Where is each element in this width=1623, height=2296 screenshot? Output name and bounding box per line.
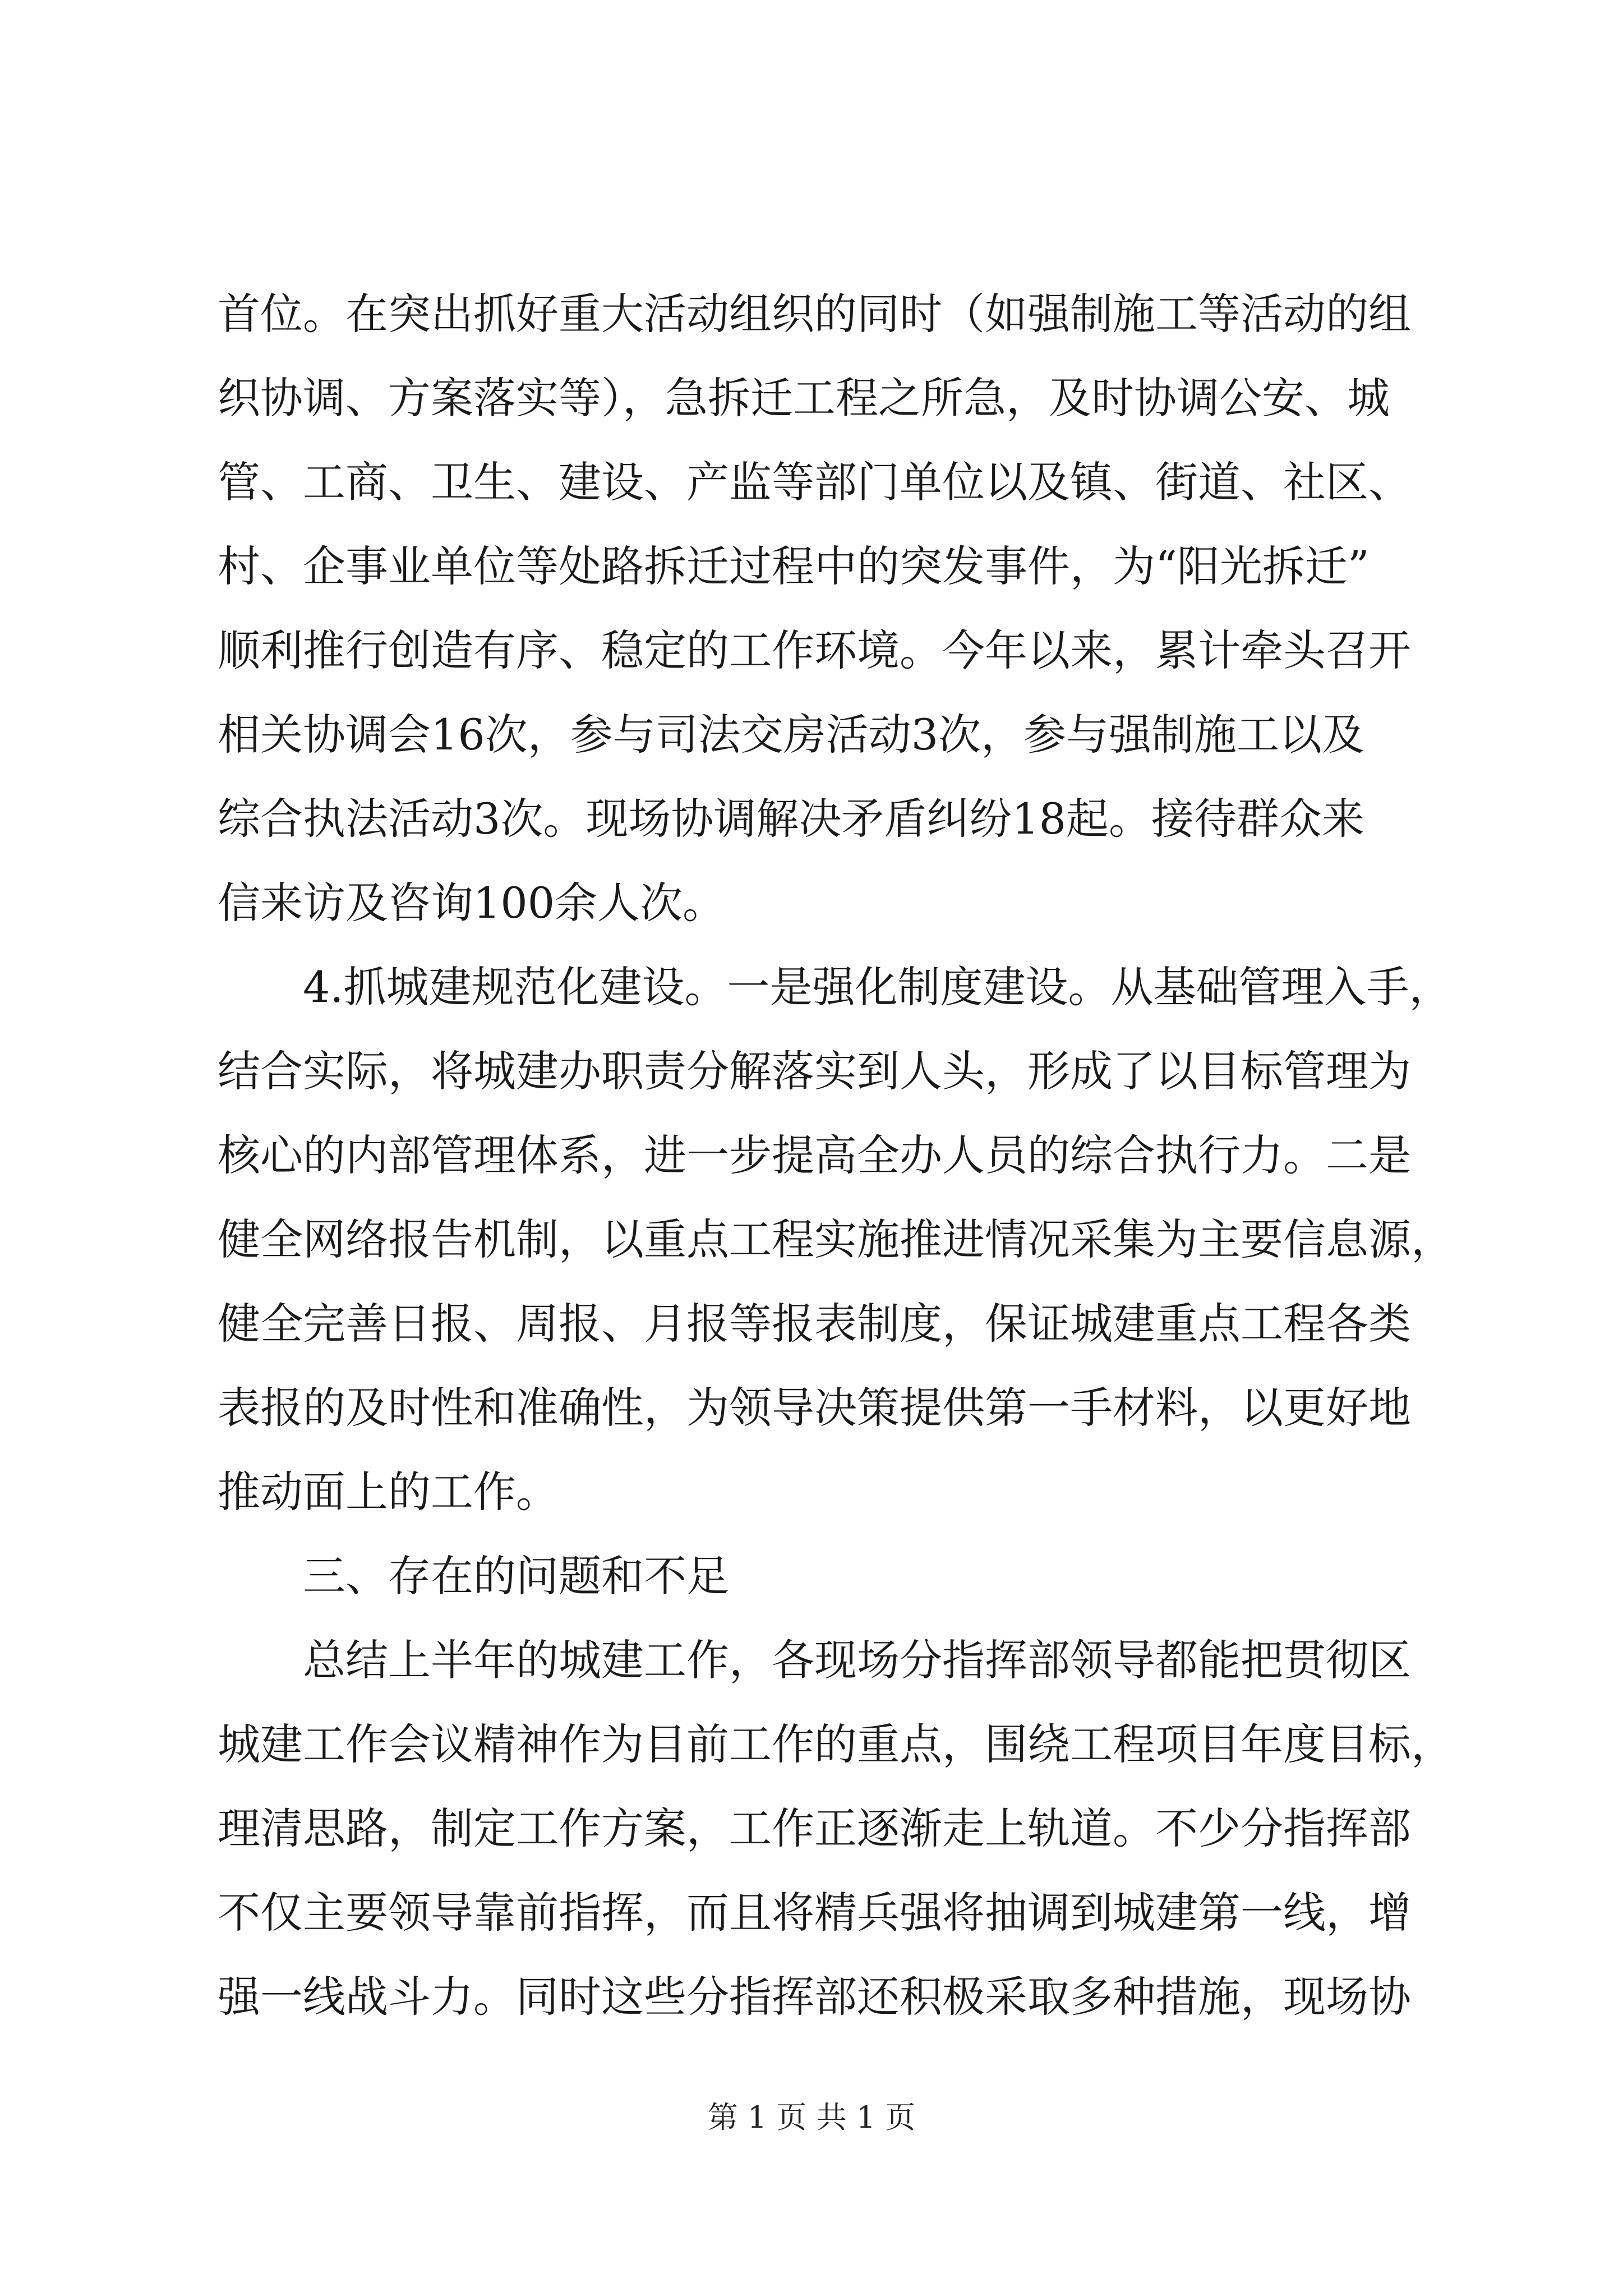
text-line: 强一线战斗力。同时这些分指挥部还积极采取多种措施，现场协 xyxy=(218,1972,1411,2022)
text-line: 表报的及时性和准确性，为领导决策提供第一手材料，以更好地 xyxy=(218,1383,1411,1433)
text-line: 理清思路，制定工作方案，工作正逐渐走上轨道。不少分指挥部 xyxy=(218,1803,1411,1853)
text-line: 管、工商、卫生、建设、产监等部门单位以及镇、街道、社区、 xyxy=(218,457,1411,507)
text-line: 城建工作会议精神作为目前工作的重点，围绕工程项目年度目标， xyxy=(218,1719,1454,1769)
text-line: 不仅主要领导靠前指挥，而且将精兵强将抽调到城建第一线，增 xyxy=(218,1888,1411,1938)
text-line: 信来访及咨询100余人次。 xyxy=(218,878,726,928)
text-line: 综合执法活动3次。现场协调解决矛盾纠纷18起。接待群众来 xyxy=(218,794,1365,844)
text-line: 推动面上的工作。 xyxy=(218,1467,559,1517)
text-line: 健全完善日报、周报、月报等报表制度，保证城建重点工程各类 xyxy=(218,1299,1411,1349)
section-heading: 三、存在的问题和不足 xyxy=(303,1551,729,1601)
paragraph-first-line: 4.抓城建规范化建设。一是强化制度建设。从基础管理入手， xyxy=(303,962,1452,1012)
text-line: 织协调、方案落实等），急拆迁工程之所急，及时协调公安、城 xyxy=(218,373,1390,423)
text-line: 相关协调会16次，参与司法交房活动3次，参与强制施工以及 xyxy=(218,710,1365,760)
text-line: 村、企事业单位等处路拆迁过程中的突发事件，为“阳光拆迁” xyxy=(218,541,1370,591)
text-line: 首位。在突出抓好重大活动组织的同时（如强制施工等活动的组 xyxy=(218,289,1411,339)
text-line: 核心的内部管理体系，进一步提高全办人员的综合执行力。二是 xyxy=(218,1130,1411,1180)
text-line: 顺利推行创造有序、稳定的工作环境。今年以来，累计牵头召开 xyxy=(218,625,1411,675)
paragraph-first-line: 总结上半年的城建工作，各现场分指挥部领导都能把贯彻区 xyxy=(303,1635,1411,1685)
text-line: 结合实际，将城建办职责分解落实到人头，形成了以目标管理为 xyxy=(218,1046,1411,1096)
page-footer: 第 1 页 共 1 页 xyxy=(707,2100,916,2135)
text-line: 健全网络报告机制，以重点工程实施推进情况采集为主要信息源， xyxy=(218,1214,1454,1264)
